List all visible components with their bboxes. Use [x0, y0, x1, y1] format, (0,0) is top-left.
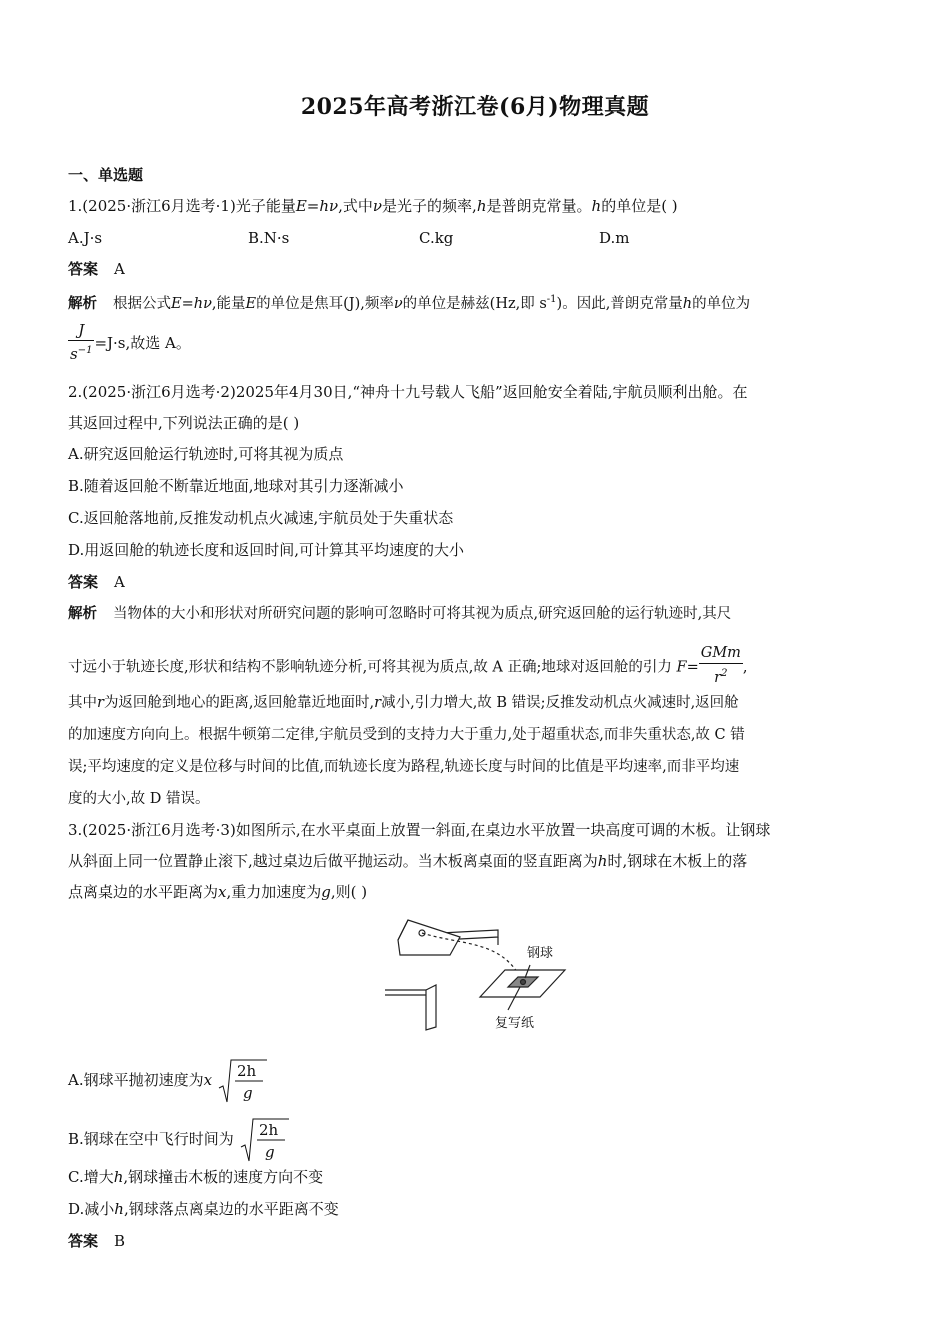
q2-analysis-line1: 解析 当物体的大小和形状对所研究问题的影响可忽略时可将其视为质点,研究返回舱的运行轨迹时,其尺 [68, 605, 732, 622]
q2-analysis-line4: 的加速度方向向上。根据牛顿第二定律,宇航员受到的支持力大于重力,处于超重状态,而非失重状态,故 C 错 [68, 727, 745, 743]
q3-option-d: D.减小h,钢球落点离桌边的水平距离不变 [68, 1200, 339, 1218]
q1-analysis-line2: $\frac{J}{s^{-1}}$ =J·s,故选 A。 [70, 321, 191, 363]
incline [398, 920, 460, 955]
sqrt-expression [239, 1117, 289, 1163]
q1-option-a: A.J·s [68, 229, 103, 247]
sqrt-expression [217, 1058, 267, 1104]
sqrt-sign-icon [239, 1117, 289, 1163]
sqrt-denominator: g [242, 1084, 253, 1102]
q1-option-d: D.m [599, 229, 630, 247]
q1-stem: 1.(2025·浙江6月选考·1)光子能量E=hν,式中ν是光子的频率,h是普朗克常量。h的单位是( ) [68, 197, 678, 215]
figure-label-paper: 复写纸 [495, 1016, 535, 1031]
q3-answer: 答案 B [68, 1232, 126, 1250]
q2-stem-line2: 其返回过程中,下列说法正确的是( ) [68, 414, 300, 432]
q3-stem-line1: 3.(2025·浙江6月选考·3)如图所示,在水平桌面上放置一斜面,在桌边水平放置一块高度可调的木板。让钢球 [68, 821, 771, 839]
q3-option-a: A.钢球平抛初速度为x 2h g [68, 1058, 267, 1104]
steel-ball-icon [521, 980, 526, 985]
q1-analysis-line1: 解析 根据公式E=hν,能量E的单位是焦耳(J),频率ν的单位是赫兹(Hz,即 $s^{-1}$)。因此,普朗克常量h的单位为 [68, 294, 751, 312]
table-leg-front [426, 985, 436, 1030]
q2-analysis-line6: 度的大小,故 D 错误。 [68, 791, 210, 807]
page-title: 2025年高考浙江卷(6月)物理真题 [300, 94, 650, 120]
q2-analysis-line5: 误;平均速度的定义是位移与时间的比值,而轨迹长度为路程,轨迹长度与时间的比值是平均速率,而非平均速 [68, 759, 740, 775]
q2-stem-line1: 2.(2025·浙江6月选考·2)2025年4月30日,“神舟十九号载人飞船”返回舱安全着陆,宇航员顺利出舱。在 [68, 383, 748, 401]
sqrt-denominator: g [264, 1143, 275, 1161]
unit-fraction: $\frac{J}{s^{-1}}$ [70, 321, 93, 363]
figure-label-ball: 钢球 [527, 946, 554, 961]
q1-answer: 答案 A [68, 260, 125, 278]
q2-answer: 答案 A [68, 573, 125, 591]
q3-option-b: B.钢球在空中飞行时间为 2h g [68, 1117, 289, 1163]
projectile-apparatus-figure [380, 915, 570, 1035]
q2-option-a: A.研究返回舱运行轨迹时,可将其视为质点 [68, 445, 344, 463]
q2-analysis-line2: 寸远小于轨迹长度,形状和结构不影响轨迹分析,可将其视为质点,故 A 正确;地球对返回舱的引力 F= $\frac{\text{GMm}}{r^2}$ , [68, 645, 748, 686]
q2-analysis-line3: 其中r为返回舱到地心的距离,返回舱靠近地面时,r减小,引力增大,故 B 错误;反推发动机点火减速时,返回舱 [68, 695, 739, 711]
sqrt-sign-icon [217, 1058, 267, 1104]
section-heading: 一、单选题 [68, 166, 144, 184]
q1-option-c: C.kg [419, 229, 454, 247]
q2-option-c: C.返回舱落地前,反推发动机点火减速,宇航员处于失重状态 [68, 509, 454, 527]
q2-option-b: B.随着返回舱不断靠近地面,地球对其引力逐渐减小 [68, 477, 404, 495]
q3-option-c: C.增大h,钢球撞击木板的速度方向不变 [68, 1168, 324, 1186]
q3-stem-line2: 从斜面上同一位置静止滚下,越过桌边后做平抛运动。当木板离桌面的竖直距离为h时,钢球在木板上的落 [68, 852, 748, 870]
sqrt-numerator: 2h [258, 1121, 278, 1139]
q1-option-b: B.N·s [248, 229, 290, 247]
sqrt-numerator: 2h [236, 1062, 257, 1080]
q3-stem-line3: 点离桌边的水平距离为x,重力加速度为g,则( ) [68, 883, 368, 901]
gravity-fraction: $\frac{\text{GMm}}{r^2}$ [700, 645, 741, 686]
q2-option-d: D.用返回舱的轨迹长度和返回时间,可计算其平均速度的大小 [68, 541, 465, 559]
